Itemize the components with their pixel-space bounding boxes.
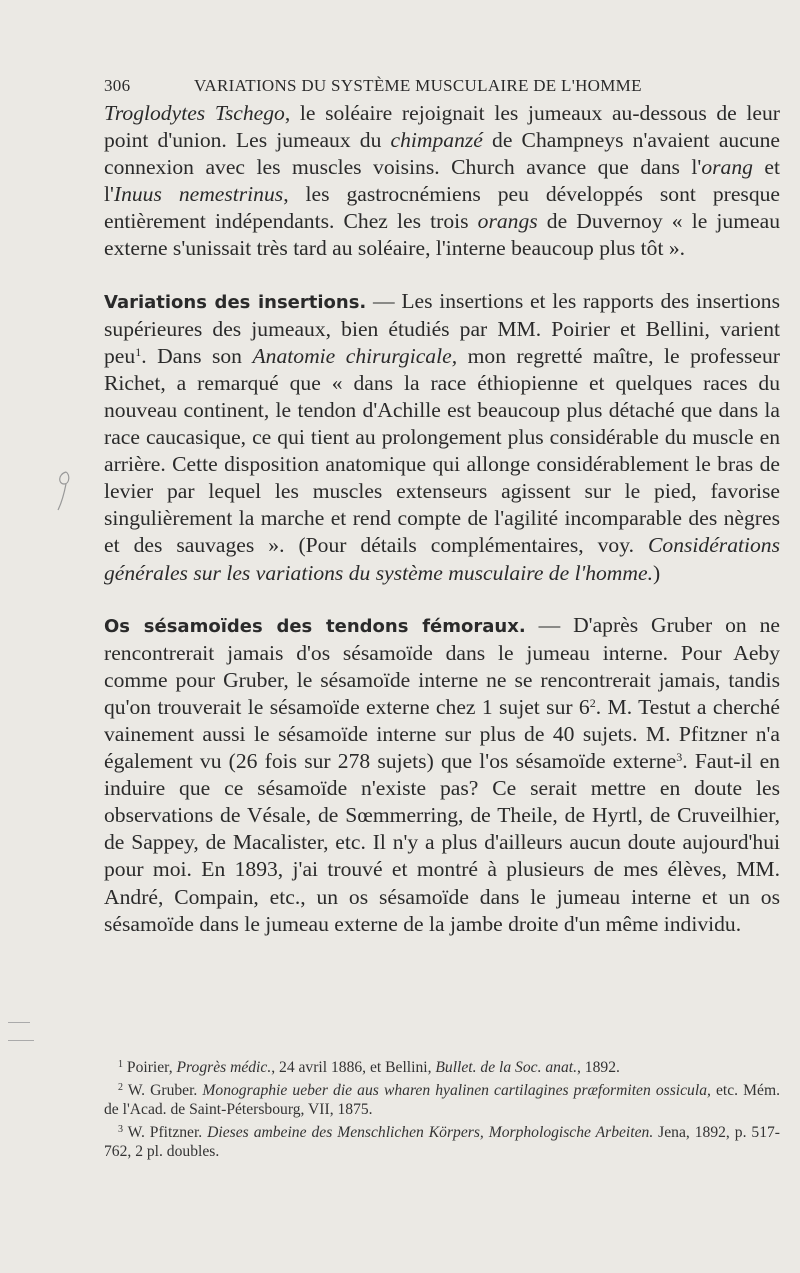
footnote-1 bbox=[104, 1058, 780, 1077]
text: . Faut-il en induire que ce sésamoïde n'existe pas? Ce serait mettre en doute les observations de Vésale, de Sœmmerring, de Theile, de Hyrtl, de Cruveilhier, de Sappey, de Macalister, etc. Il n'y a plus d'ailleurs aucun doute aujourd'hui pour moi. En 1893, j'ai trouvé et montré à plusieurs de mes élèves, MM. André, Compain, etc., un os sésamoïde dans le jumeau interne et un os sésamoïde dans le jumeau externe de la jambe droite d'un même individu. bbox=[104, 749, 780, 936]
italic-text: Monographie ueber die aus wharen hyalinen cartilagines præformiten ossicula, bbox=[202, 1082, 711, 1099]
section-heading: Variations des insertions. bbox=[104, 291, 367, 313]
margin-dash bbox=[8, 1040, 34, 1041]
running-title: VARIATIONS DU SYSTÈME MUSCULAIRE DE L'HOMME bbox=[194, 76, 642, 95]
text: , les gastrocnémiens peu développés sont presque entièrement indépendants. Chez les trois bbox=[104, 182, 780, 234]
footnote-ref: 2 bbox=[589, 695, 596, 710]
text: . Dans son bbox=[141, 343, 253, 368]
footnote-ref: 3 bbox=[676, 750, 683, 765]
page-number: 306 bbox=[104, 76, 131, 95]
italic-text: Considérations générales sur les variations du système musculaire de l'homme. bbox=[104, 533, 780, 585]
italic-text: Troglodytes Tschego bbox=[104, 101, 285, 125]
text: et l' bbox=[104, 155, 781, 207]
paragraph-3 bbox=[104, 612, 780, 938]
italic-text: Dieses ambeine des Menschlichen Körpers, Morphologische Arbeiten. bbox=[207, 1124, 654, 1141]
pencil-mark-icon bbox=[52, 468, 76, 514]
italic-text: Progrès médic. bbox=[176, 1059, 272, 1076]
paragraph-1 bbox=[104, 100, 780, 263]
italic-text: Bullet. de la Soc. anat. bbox=[435, 1059, 577, 1076]
text: , 1892. bbox=[577, 1059, 620, 1076]
paragraph-spacer bbox=[104, 587, 780, 612]
italic-text: orangs bbox=[477, 209, 538, 234]
text: , 24 avril 1886, et Bellini, bbox=[271, 1059, 436, 1076]
running-header bbox=[104, 76, 760, 96]
text: — D'après Gruber on ne rencontrerait jamais d'os sésamoïde dans le jumeau interne. Pour Aeby comme pour Gruber, le sésamoïde interne ne se rencontrerait jamais, tandis qu'on trouverait le sésamoïde externe chez 1 sujet sur 6 bbox=[104, 612, 780, 719]
footnote-mark: 1 bbox=[118, 1059, 123, 1070]
text: de Duvernoy « le jumeau externe s'unissait très tard au soléaire, l'interne beaucoup plus tôt ». bbox=[104, 209, 780, 261]
text: — Les insertions et les rapports des insertions supérieures des jumeaux, bien étudiés par MM. Poirier et Bellini, varient peu bbox=[104, 288, 780, 368]
margin-dash bbox=[8, 1022, 30, 1023]
text: W. Gruber. bbox=[123, 1082, 203, 1099]
footnotes bbox=[104, 1058, 780, 1165]
paragraph-spacer bbox=[104, 263, 780, 288]
section-heading: Os sésamoïdes des tendons fémoraux. bbox=[104, 615, 526, 637]
text: ) bbox=[652, 560, 661, 585]
italic-text: Inuus nemestrinus bbox=[113, 182, 284, 207]
footnote-3 bbox=[104, 1123, 780, 1161]
text: Jena, 1892, p. 517-762, 2 pl. doubles. bbox=[104, 1124, 780, 1160]
text: mon regretté maître, le professeur Richet, a remarqué que « dans la race éthiopienne et quelques races du nouveau continent, le tendon d'Achille est beaucoup plus détaché que dans la race caucasique, ce qui tient au prolongement plus considérable du muscle en arrière. Cette disposition anatomique qui allonge considérablement le bras de levier par lequel les muscles extenseurs agissent sur le pied, favorise singulièrement la marche et rend compte de l'agilité incomparable des nègres et des sauvages ». (Pour détails complémentaires, voy. bbox=[104, 343, 781, 558]
italic-text: Anatomie chirurgicale, bbox=[252, 343, 458, 368]
text: , le soléaire rejoignait les jumeaux au-dessous de leur point d'union. Les jumeaux du bbox=[104, 101, 780, 153]
footnote-mark: 2 bbox=[118, 1082, 123, 1093]
italic-text: orang bbox=[701, 155, 753, 180]
text: W. Pfitzner. bbox=[123, 1124, 208, 1141]
main-text bbox=[104, 100, 780, 938]
text: de Champneys n'avaient aucune connexion avec les muscles voisins. Church avance que dans l' bbox=[104, 128, 780, 180]
footnote-mark: 3 bbox=[118, 1124, 123, 1135]
footnote-ref: 1 bbox=[135, 344, 142, 359]
text: etc. Mém. de l'Acad. de Saint-Pétersbourg, VII, 1875. bbox=[104, 1082, 780, 1118]
italic-text: chimpanzé bbox=[390, 128, 483, 153]
footnote-2 bbox=[104, 1081, 780, 1119]
paragraph-2 bbox=[104, 288, 780, 587]
text: Poirier, bbox=[123, 1059, 177, 1076]
text: . M. Testut a cherché vainement aussi le sésamoïde interne sur plus de 40 sujets. M. Pfitzner n'a également vu (26 fois sur 278 sujets) que l'os sésamoïde externe bbox=[104, 694, 780, 774]
